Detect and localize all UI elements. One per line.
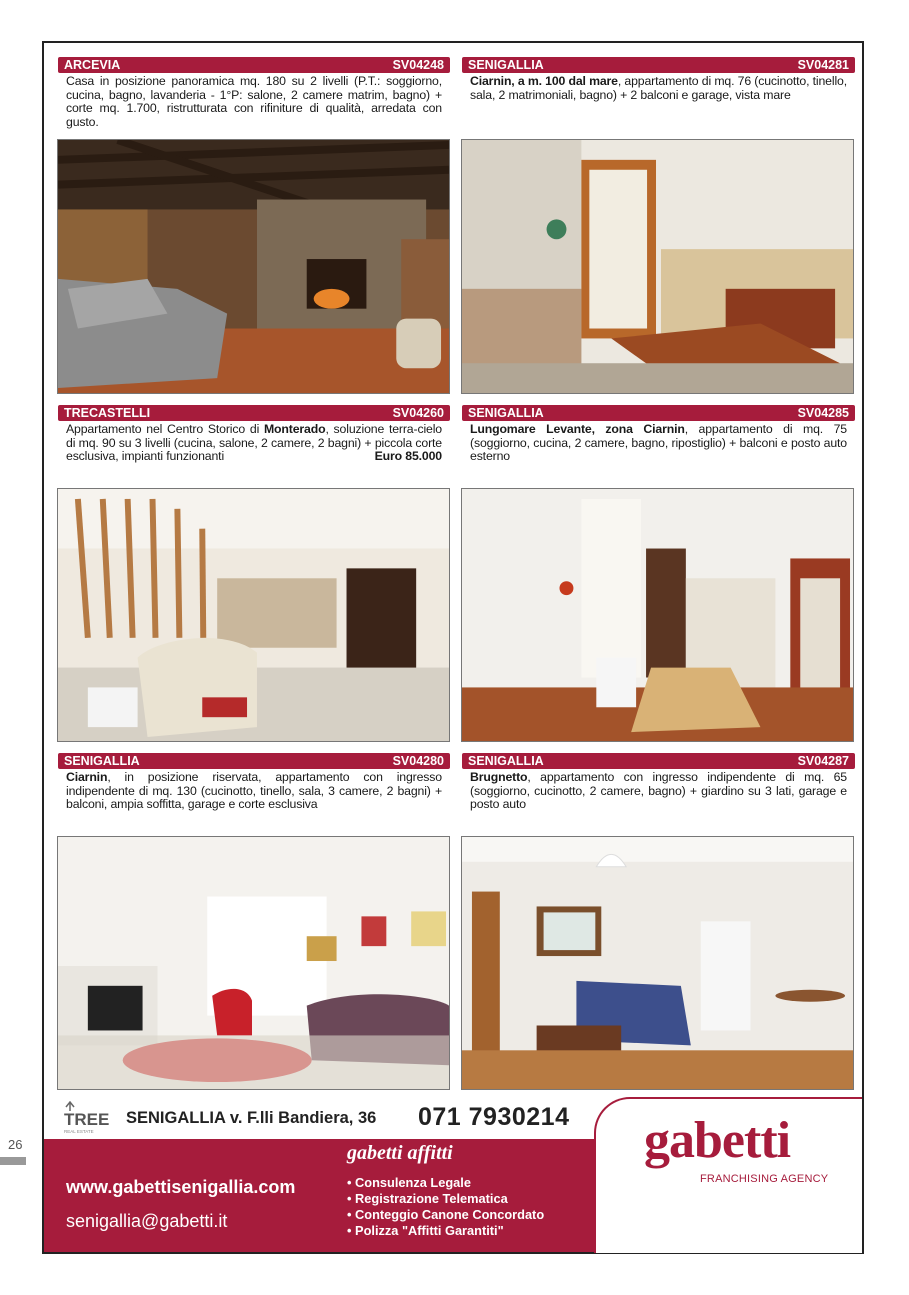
listing-description: Ciarnin, a m. 100 dal mare, appartamento di mq. 76 (cucinotto, tinello, sala, 2 matrimoniali, bagno) + 2 balconi e garage, vista mare: [470, 74, 847, 102]
listing-description: Appartamento nel Centro Storico di Monterado, soluzione terra-cielo di mq. 90 su 3 livelli (cucina, salone, 2 camere, 2 bagni) + piccola corte esclusiva, impianti funzionanti Euro 85.000: [66, 422, 442, 463]
listing-header: [462, 57, 855, 73]
listing-description: Brugnetto, appartamento con ingresso indipendente di mq. 65 (soggiorno, cucinotto, 2 camere, bagno) + giardino su 3 lati, garage e posto auto: [470, 770, 847, 811]
listing-header: [58, 405, 450, 421]
agency-address: SENIGALLIA v. F.lli Bandiera, 36: [126, 1109, 377, 1127]
website-link[interactable]: www.gabettisenigallia.com: [66, 1177, 296, 1197]
listing-photo-sv04280[interactable]: [57, 836, 450, 1090]
listing-sv04248[interactable]: [58, 57, 450, 129]
listing-description: Ciarnin, in posizione riservata, appartamento con ingresso indipendente di mq. 130 (cucinotto, tinello, sala, 3 camere, 2 bagni) + balconi, ampia soffitta, garage e corte esclusiva: [66, 770, 442, 811]
listing-header: [58, 753, 450, 769]
email-link[interactable]: senigallia@gabetti.it: [66, 1211, 228, 1231]
listing-sv04281[interactable]: [462, 57, 855, 102]
listing-city: SENIGALLIA: [64, 754, 140, 768]
listing-photo-sv04287[interactable]: [461, 836, 854, 1090]
listing-photo-sv04285[interactable]: [461, 488, 854, 742]
tree-real-estate-logo[interactable]: [60, 1101, 112, 1137]
listing-city: SENIGALLIA: [468, 58, 544, 72]
listing-code: SV04281: [797, 58, 849, 72]
listing-photo-sv04260[interactable]: [57, 488, 450, 742]
listing-sv04285[interactable]: [462, 405, 855, 464]
listing-photo-sv04281[interactable]: [461, 139, 854, 394]
listing-code: SV04287: [797, 754, 849, 768]
listing-price: Euro 85.000: [374, 449, 442, 463]
service-item: • Registrazione Telematica: [347, 1191, 508, 1206]
listing-photo-sv04248[interactable]: [57, 139, 450, 394]
listing-code: SV04285: [797, 406, 849, 420]
listing-description: Lungomare Levante, zona Ciarnin, appartamento di mq. 75 (soggiorno, cucina, 2 camere, bagno, ripostiglio) + balconi e posto auto esterno: [470, 422, 847, 463]
listing-city: ARCEVIA: [64, 58, 121, 72]
page-number-bar: [0, 1157, 26, 1165]
listing-header: [58, 57, 450, 73]
svg-text:TREE: TREE: [64, 1110, 110, 1129]
listing-description: Casa in posizione panoramica mq. 180 su 2 livelli (P.T.: soggiorno, cucina, bagno, lavanderia - 1°P: salone, 2 camere matrim, bagno) + corte mq. 1.700, ristrutturata con rifiniture di qualità, arredata con gusto.: [66, 74, 442, 129]
listing-city: SENIGALLIA: [468, 406, 544, 420]
listing-city: TRECASTELLI: [64, 406, 151, 420]
listing-sv04287[interactable]: [462, 753, 855, 812]
listing-header: [462, 405, 855, 421]
franchising-agency-label: FRANCHISING AGENCY: [700, 1173, 829, 1185]
page-number: 26: [8, 1137, 23, 1152]
gabetti-logo-box[interactable]: [594, 1097, 862, 1253]
footer: [44, 1097, 862, 1252]
service-item: • Consulenza Legale: [347, 1175, 471, 1190]
service-item: • Conteggio Canone Concordato: [347, 1207, 545, 1222]
listing-code: SV04248: [392, 58, 444, 72]
listing-header: [462, 753, 855, 769]
listing-sv04280[interactable]: [58, 753, 450, 812]
agency-phone[interactable]: 071 7930214: [418, 1103, 570, 1131]
listing-sv04260[interactable]: [58, 405, 450, 464]
service-item: • Polizza "Affitti Garantiti": [347, 1223, 504, 1238]
listing-code: SV04260: [392, 406, 444, 420]
gabetti-logo: gabetti: [644, 1112, 791, 1169]
svg-text:REAL ESTATE: REAL ESTATE: [64, 1129, 94, 1134]
gabetti-affitti-title: gabetti affitti: [347, 1142, 453, 1164]
listing-code: SV04280: [392, 754, 444, 768]
listing-city: SENIGALLIA: [468, 754, 544, 768]
